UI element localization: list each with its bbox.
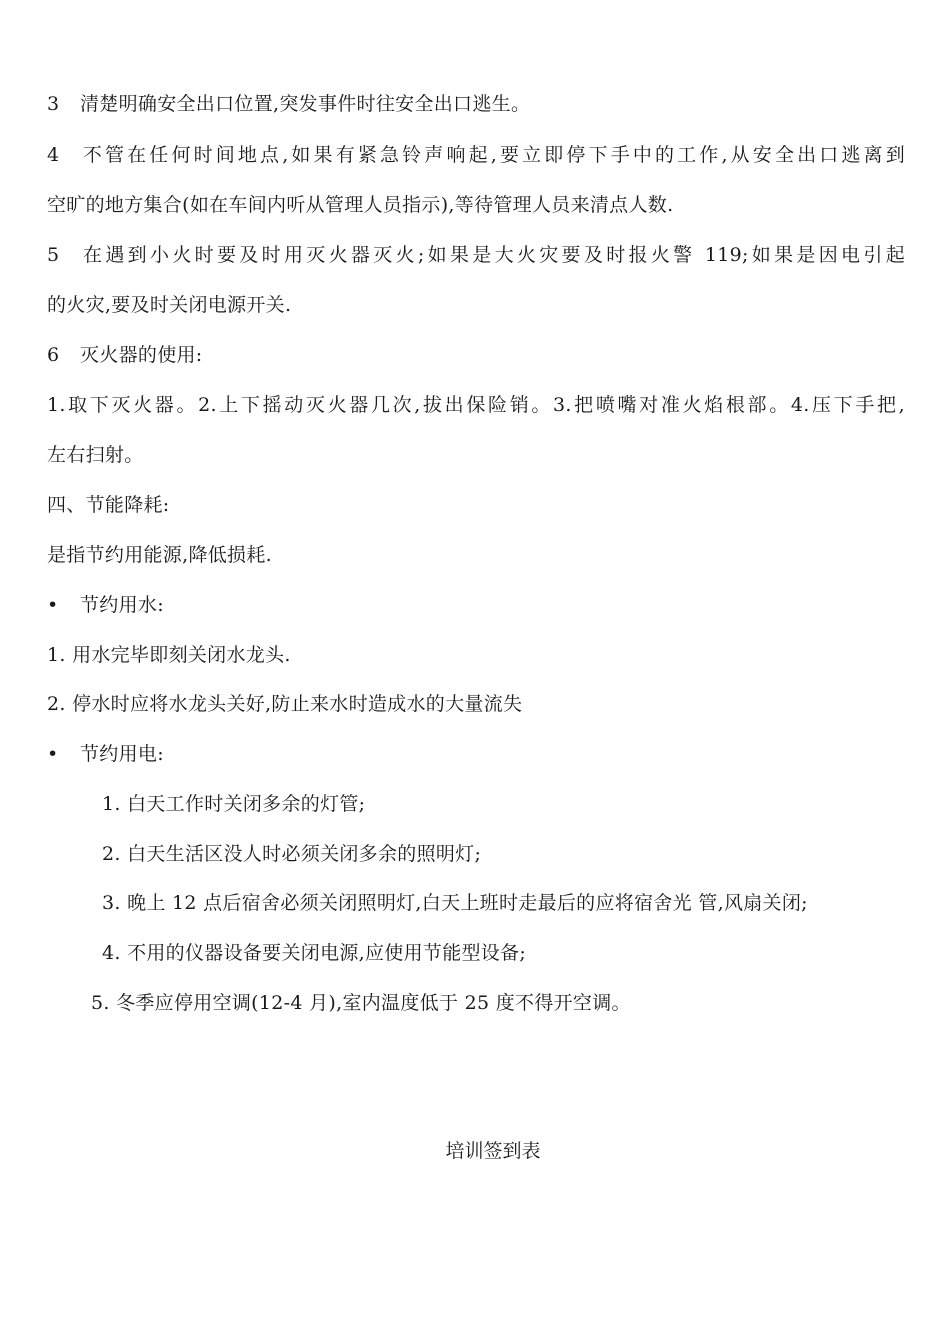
- extinguisher-steps-line1: 1.取下灭火器。2.上下摇动灭火器几次,拔出保险销。3.把喷嘴对准火焰根部。4.压下手把,: [47, 394, 905, 416]
- item-number: 3: [47, 93, 60, 115]
- safety-item-3: [47, 92, 530, 116]
- sign-in-sheet-title: 培训签到表: [445, 1140, 541, 1162]
- list-title: 节约用电:: [80, 743, 164, 765]
- list-item: 3. 晚上 12 点后宿舍必须关闭照明灯,白天上班时走最后的应将宿舍光 管,风扇关闭;: [102, 892, 808, 914]
- item-number: 4: [47, 144, 60, 166]
- item-text: 灭火器的使用:: [80, 344, 203, 366]
- safety-item-4-line1: [47, 143, 905, 167]
- item-text: 的火灾,要及时关闭电源开关.: [47, 294, 292, 316]
- safety-item-5-line2: [47, 293, 291, 317]
- safety-item-4-line2: [47, 193, 673, 217]
- safety-item-5-line1: [47, 243, 905, 267]
- item-text: 不管在任何时间地点,如果有紧急铃声响起,要立即停下手中的工作,从安全出口逃离到: [80, 144, 905, 166]
- extinguisher-steps-line2: 左右扫射。: [47, 444, 144, 466]
- list-item: 2. 白天生活区没人时必须关闭多余的照明灯;: [102, 843, 482, 865]
- energy-intro: 是指节约用能源,降低损耗.: [47, 544, 272, 566]
- bullet-icon: •: [47, 743, 59, 765]
- list-title: 节约用水:: [80, 594, 164, 616]
- item-number: 5: [47, 244, 60, 266]
- item-text: 空旷的地方集合(如在车间内听从管理人员指示),等待管理人员来清点人数.: [47, 194, 674, 216]
- list-item: 1. 用水完毕即刻关闭水龙头.: [47, 644, 291, 666]
- item-text: 在遇到小火时要及时用灭火器灭火;如果是大火灾要及时报火警 119;如果是因电引起: [80, 244, 905, 266]
- water-saving-title: [47, 593, 164, 617]
- list-item: 4. 不用的仪器设备要关闭电源,应使用节能型设备;: [102, 942, 527, 964]
- list-item: 2. 停水时应将水龙头关好,防止来水时造成水的大量流失: [47, 693, 523, 715]
- section-heading-energy: 四、节能降耗:: [47, 494, 170, 516]
- list-item: 1. 白天工作时关闭多余的灯管;: [102, 793, 366, 815]
- item-number: 6: [47, 344, 60, 366]
- item-text: 清楚明确安全出口位置,突发事件时往安全出口逃生。: [80, 93, 531, 115]
- electricity-saving-title: [47, 742, 164, 766]
- list-item: 5. 冬季应停用空调(12-4 月),室内温度低于 25 度不得开空调。: [91, 992, 631, 1014]
- bullet-icon: •: [47, 594, 59, 616]
- safety-item-6: [47, 343, 203, 367]
